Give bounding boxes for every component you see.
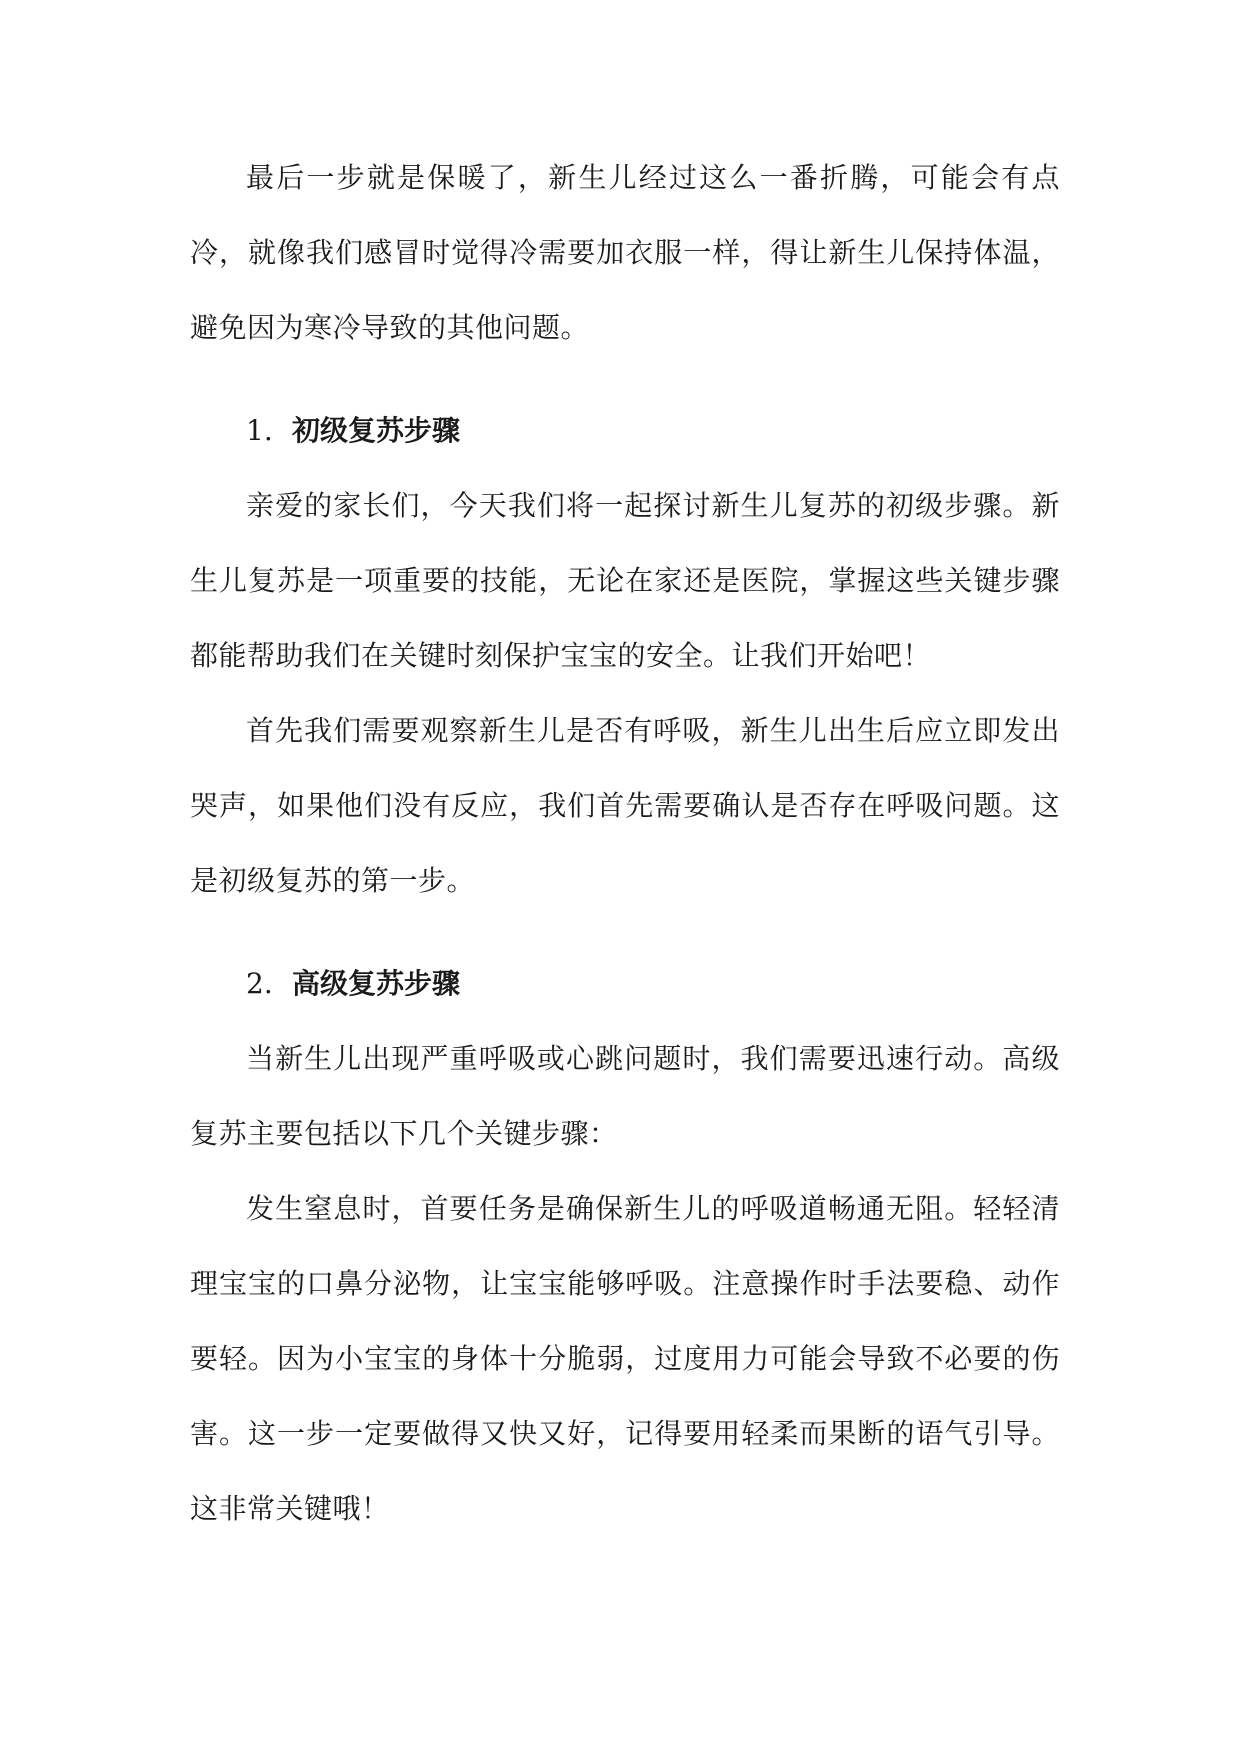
document-page (190, 140, 1060, 1546)
section-2-paragraph-2: 发生窒息时，首要任务是确保新生儿的呼吸道畅通无阻。轻轻清理宝宝的口鼻分泌物，让宝宝能够呼吸。注意操作时手法要稳、动作要轻。因为小宝宝的身体十分脆弱，过度用力可能会导致不必要的伤害。这一步一定要做得又快又好，记得要用轻柔而果断的语气引导。这非常关键哦！ (190, 1192, 1060, 1525)
section-2-paragraph-1: 当新生儿出现严重呼吸或心跳问题时，我们需要迅速行动。高级复苏主要包括以下几个关键步骤： (190, 1042, 1060, 1150)
section-2-heading (190, 946, 1060, 1021)
section-1-title: 初级复苏步骤 (292, 414, 461, 447)
section-2-number: 2. (246, 967, 273, 1000)
section-1-number: 1. (246, 414, 273, 447)
intro-paragraph: 最后一步就是保暖了，新生儿经过这么一番折腾，可能会有点冷，就像我们感冒时觉得冷需要加衣服一样，得让新生儿保持体温，避免因为寒冷导致的其他问题。 (190, 161, 1060, 344)
section-1-paragraph-1: 亲爱的家长们，今天我们将一起探讨新生儿复苏的初级步骤。新生儿复苏是一项重要的技能，无论在家还是医院，掌握这些关键步骤都能帮助我们在关键时刻保护宝宝的安全。让我们开始吧！ (190, 489, 1060, 672)
section-1-paragraph-2: 首先我们需要观察新生儿是否有呼吸，新生儿出生后应立即发出哭声，如果他们没有反应，我们首先需要确认是否存在呼吸问题。这是初级复苏的第一步。 (190, 714, 1060, 897)
section-1-heading (190, 393, 1060, 468)
section-2-title: 高级复苏步骤 (292, 967, 461, 1000)
